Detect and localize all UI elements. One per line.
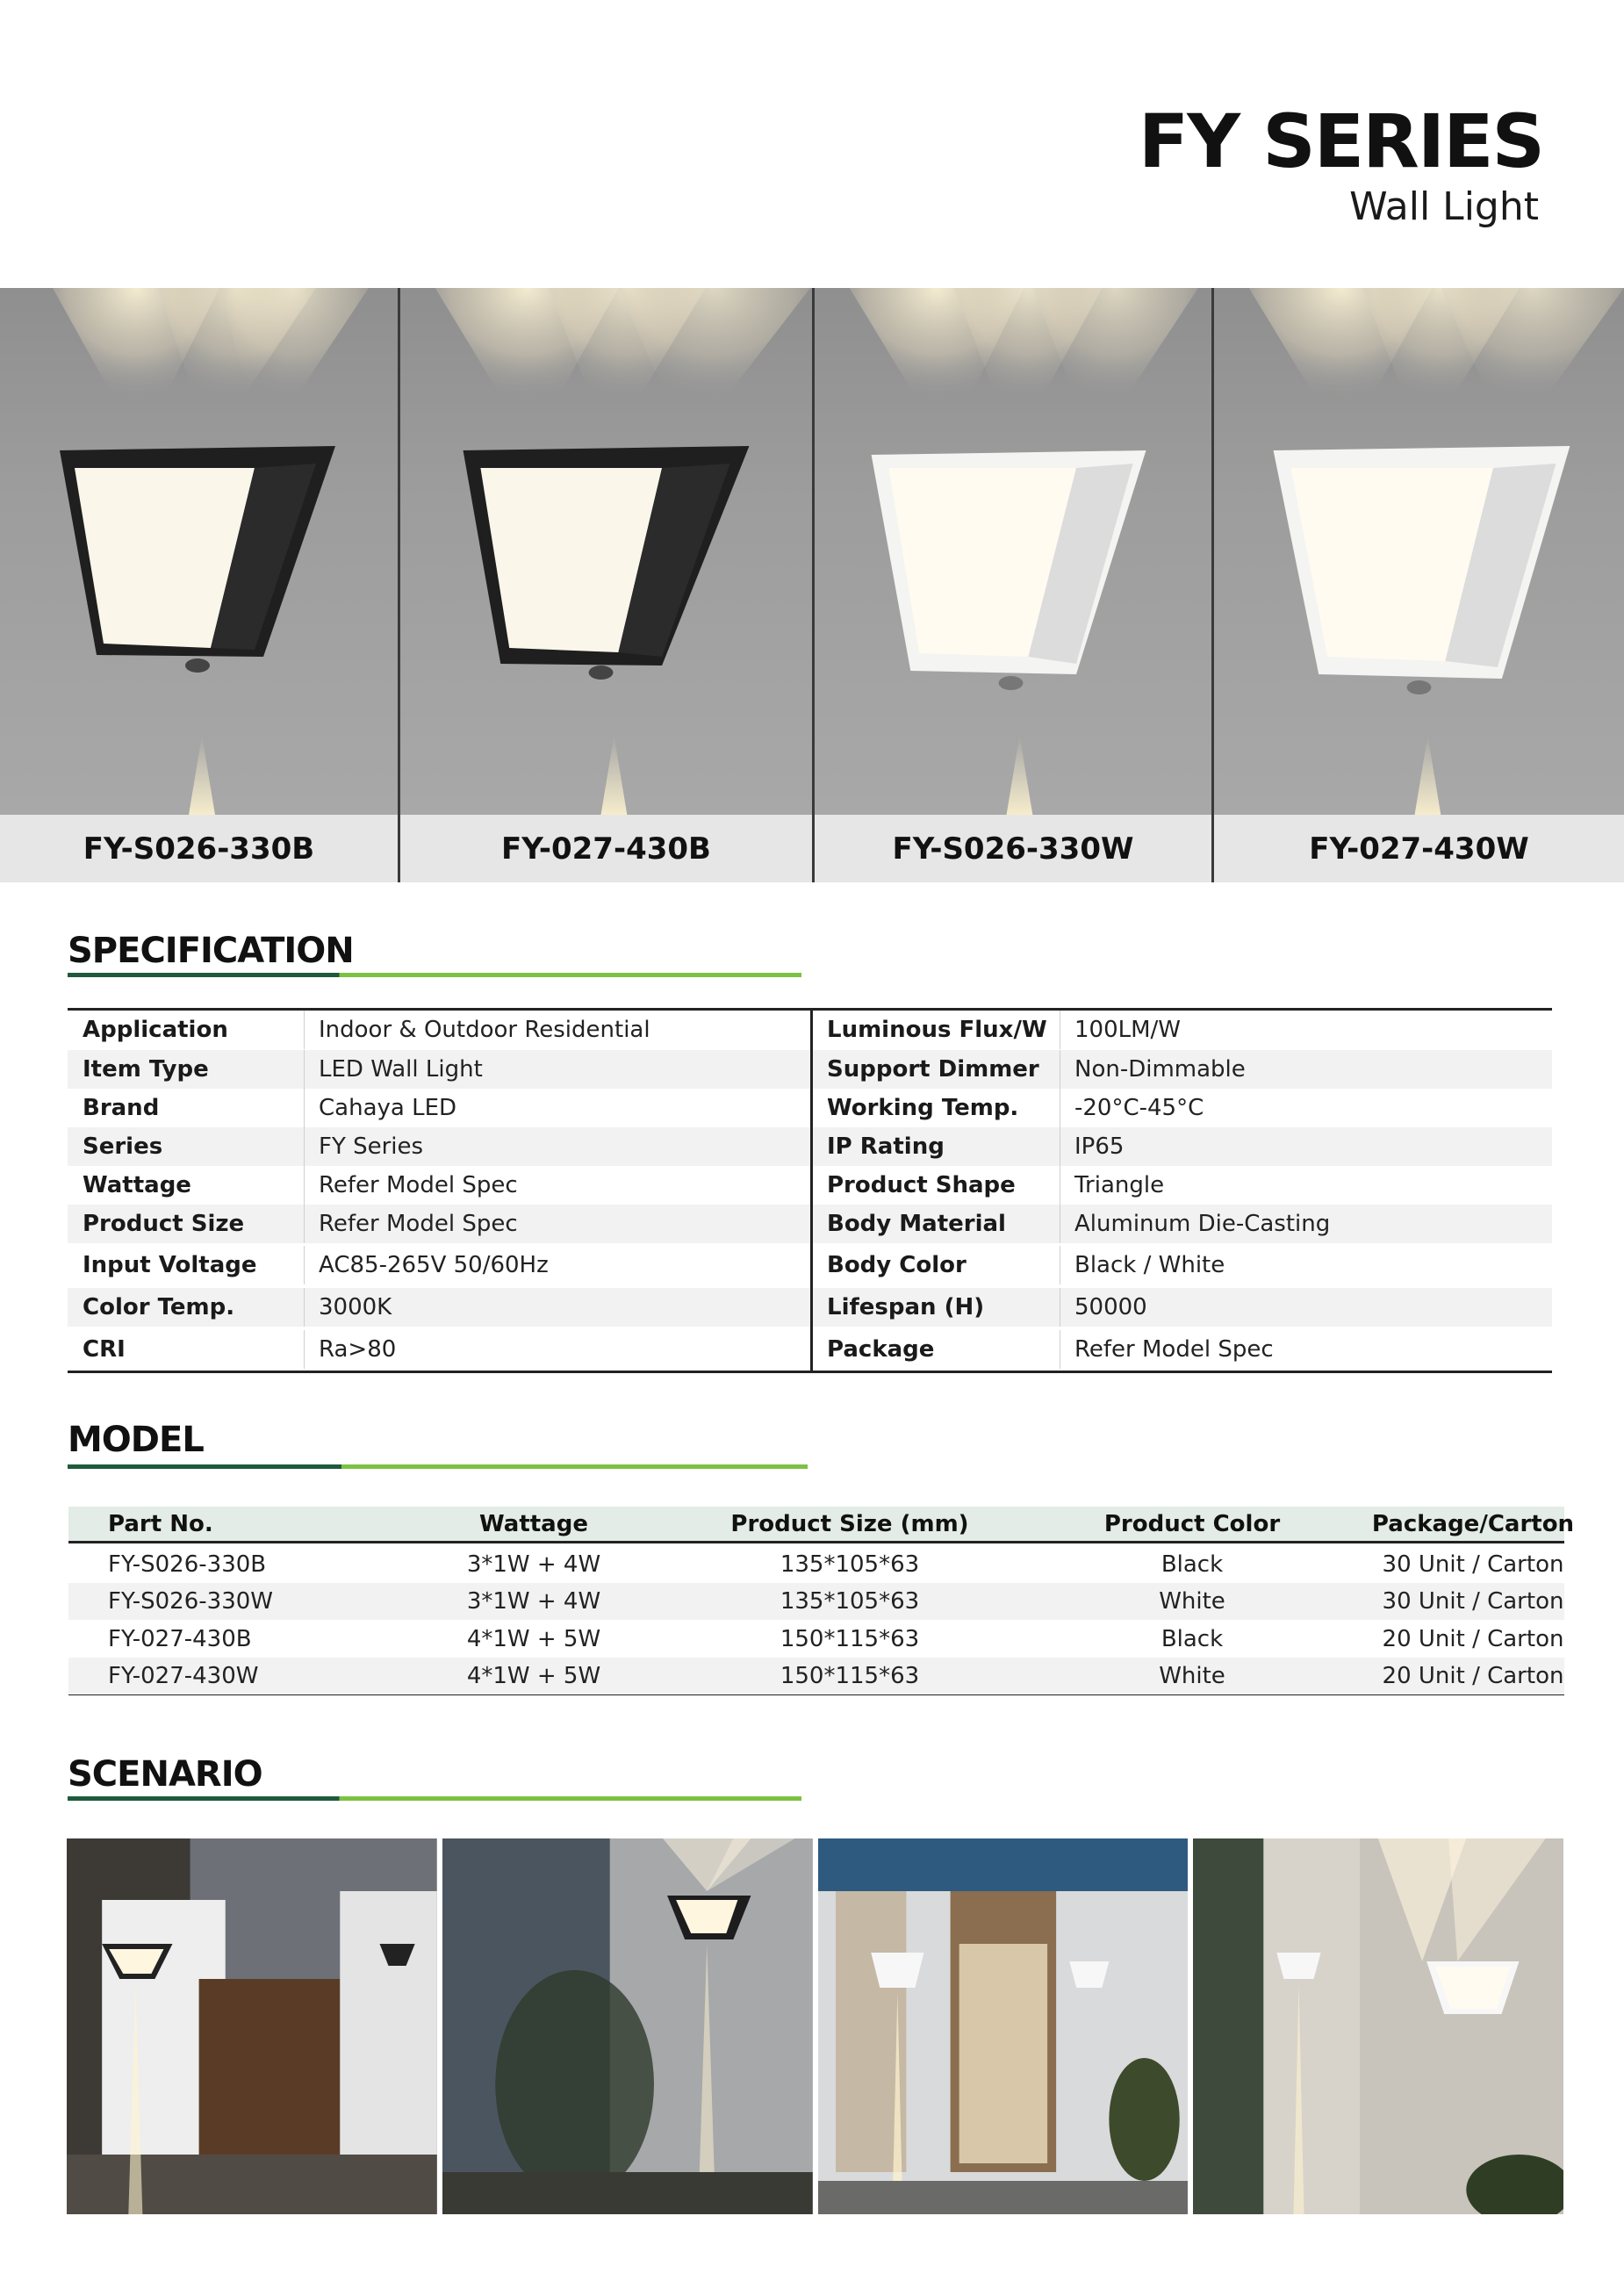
cell-part-no: FY-027-430W <box>108 1663 259 1689</box>
table-row <box>68 1546 1564 1583</box>
spec-key: CRI <box>68 1330 305 1369</box>
model-table-header <box>68 1507 1575 1543</box>
spec-value: Black / White <box>1074 1252 1225 1278</box>
scenario-gallery <box>67 1838 1563 2214</box>
spec-key: Lifespan (H) <box>813 1288 1060 1327</box>
product-card <box>812 288 1211 882</box>
spec-key: Brand <box>68 1089 305 1127</box>
cell-wattage: 4*1W + 5W <box>466 1663 601 1689</box>
column-header-product-color: Product Color <box>1103 1510 1281 1537</box>
spec-value: Ra>80 <box>319 1336 397 1363</box>
spec-key: Support Dimmer <box>813 1050 1060 1089</box>
cell-product-size: 135*105*63 <box>780 1588 920 1615</box>
scenario-photo <box>67 1838 437 2214</box>
spec-key: Input Voltage <box>68 1246 305 1284</box>
cell-product-size: 135*105*63 <box>780 1551 920 1578</box>
cell-product-color: White <box>1159 1588 1225 1615</box>
spec-value: 3000K <box>319 1294 392 1320</box>
cell-part-no: FY-027-430B <box>108 1626 252 1652</box>
model-heading: MODEL <box>68 1420 204 1460</box>
spec-value: Refer Model Spec <box>319 1211 518 1237</box>
cell-package: 20 Unit / Carton <box>1382 1626 1564 1652</box>
spec-value: Triangle <box>1074 1172 1165 1198</box>
cell-product-size: 150*115*63 <box>780 1626 920 1652</box>
spec-key: Application <box>68 1011 305 1049</box>
spec-column-left <box>68 1011 810 1371</box>
product-photo-black-lamp <box>400 288 812 815</box>
spec-value: Non-Dimmable <box>1074 1056 1246 1083</box>
spec-row <box>813 1205 1552 1243</box>
spec-row <box>813 1127 1552 1166</box>
spec-value: 100LM/W <box>1074 1017 1182 1043</box>
product-card <box>1211 288 1624 882</box>
spec-column-right <box>810 1011 1552 1371</box>
spec-row <box>813 1089 1552 1127</box>
product-photo-black-lamp <box>0 288 398 815</box>
spec-value: -20°C-45°C <box>1074 1095 1204 1121</box>
spec-row <box>813 1011 1552 1049</box>
specification-table <box>68 1008 1552 1373</box>
spec-value: 50000 <box>1074 1294 1147 1320</box>
spec-row <box>813 1330 1552 1369</box>
spec-value: FY Series <box>319 1133 424 1160</box>
spec-key: Luminous Flux/W <box>813 1011 1060 1049</box>
cell-package: 30 Unit / Carton <box>1382 1588 1564 1615</box>
column-header-package: Package/Carton <box>1371 1510 1575 1537</box>
spec-row <box>813 1246 1552 1284</box>
model-table <box>68 1507 1575 1695</box>
column-header-wattage: Wattage <box>479 1510 588 1537</box>
scenario-photo <box>442 1838 813 2214</box>
column-header-part-no: Part No. <box>108 1510 213 1537</box>
spec-row <box>813 1166 1552 1205</box>
spec-row <box>68 1166 810 1205</box>
model-underline <box>68 1464 808 1469</box>
spec-key: Product Shape <box>813 1166 1060 1205</box>
spec-key: Body Material <box>813 1205 1060 1243</box>
table-row <box>68 1583 1564 1620</box>
spec-value: LED Wall Light <box>319 1056 483 1083</box>
table-row <box>68 1658 1564 1694</box>
cell-product-color: Black <box>1161 1626 1224 1652</box>
spec-value: Cahaya LED <box>319 1095 457 1121</box>
product-card <box>0 288 398 882</box>
cell-product-size: 150*115*63 <box>780 1663 920 1689</box>
cell-part-no: FY-S026-330W <box>108 1588 273 1615</box>
page-title: FY SERIES <box>1138 98 1543 184</box>
specification-underline <box>68 973 801 977</box>
scenario-photo <box>818 1838 1189 2214</box>
spec-key: Package <box>813 1330 1060 1369</box>
cell-part-no: FY-S026-330B <box>108 1551 267 1578</box>
product-model-label: FY-027-430W <box>1214 815 1624 882</box>
cell-product-color: White <box>1159 1663 1225 1689</box>
spec-row <box>813 1288 1552 1327</box>
page-subtitle: Wall Light <box>1349 184 1539 229</box>
cell-product-color: Black <box>1161 1551 1224 1578</box>
product-model-label: FY-S026-330W <box>815 815 1211 882</box>
spec-value: Indoor & Outdoor Residential <box>319 1017 650 1043</box>
product-model-label: FY-027-430B <box>400 815 812 882</box>
spec-row <box>68 1288 810 1327</box>
spec-value: AC85-265V 50/60Hz <box>319 1252 549 1278</box>
spec-value: Aluminum Die-Casting <box>1074 1211 1331 1237</box>
spec-row <box>68 1050 810 1089</box>
table-row <box>68 1621 1564 1658</box>
cell-package: 20 Unit / Carton <box>1382 1663 1564 1689</box>
spec-key: Working Temp. <box>813 1089 1060 1127</box>
scenario-heading: SCENARIO <box>68 1754 262 1795</box>
spec-key: Color Temp. <box>68 1288 305 1327</box>
spec-row <box>813 1050 1552 1089</box>
scenario-underline <box>68 1796 801 1801</box>
spec-row <box>68 1330 810 1369</box>
cell-wattage: 3*1W + 4W <box>466 1588 601 1615</box>
product-photo-white-lamp <box>815 288 1211 815</box>
specification-heading: SPECIFICATION <box>68 931 354 971</box>
cell-wattage: 3*1W + 4W <box>466 1551 601 1578</box>
spec-row <box>68 1011 810 1049</box>
spec-value: Refer Model Spec <box>319 1172 518 1198</box>
cell-package: 30 Unit / Carton <box>1382 1551 1564 1578</box>
spec-row <box>68 1089 810 1127</box>
column-header-product-size: Product Size (mm) <box>730 1510 969 1537</box>
spec-row <box>68 1246 810 1284</box>
product-card <box>398 288 812 882</box>
spec-value: Refer Model Spec <box>1074 1336 1274 1363</box>
product-photo-white-lamp <box>1214 288 1624 815</box>
spec-key: Body Color <box>813 1246 1060 1284</box>
spec-key: IP Rating <box>813 1127 1060 1166</box>
spec-key: Wattage <box>68 1166 305 1205</box>
product-strip <box>0 288 1624 882</box>
spec-key: Series <box>68 1127 305 1166</box>
spec-key: Item Type <box>68 1050 305 1089</box>
cell-wattage: 4*1W + 5W <box>466 1626 601 1652</box>
spec-row <box>68 1205 810 1243</box>
product-model-label: FY-S026-330B <box>0 815 398 882</box>
spec-value: IP65 <box>1074 1133 1125 1160</box>
spec-row <box>68 1127 810 1166</box>
scenario-photo <box>1193 1838 1563 2214</box>
spec-key: Product Size <box>68 1205 305 1243</box>
